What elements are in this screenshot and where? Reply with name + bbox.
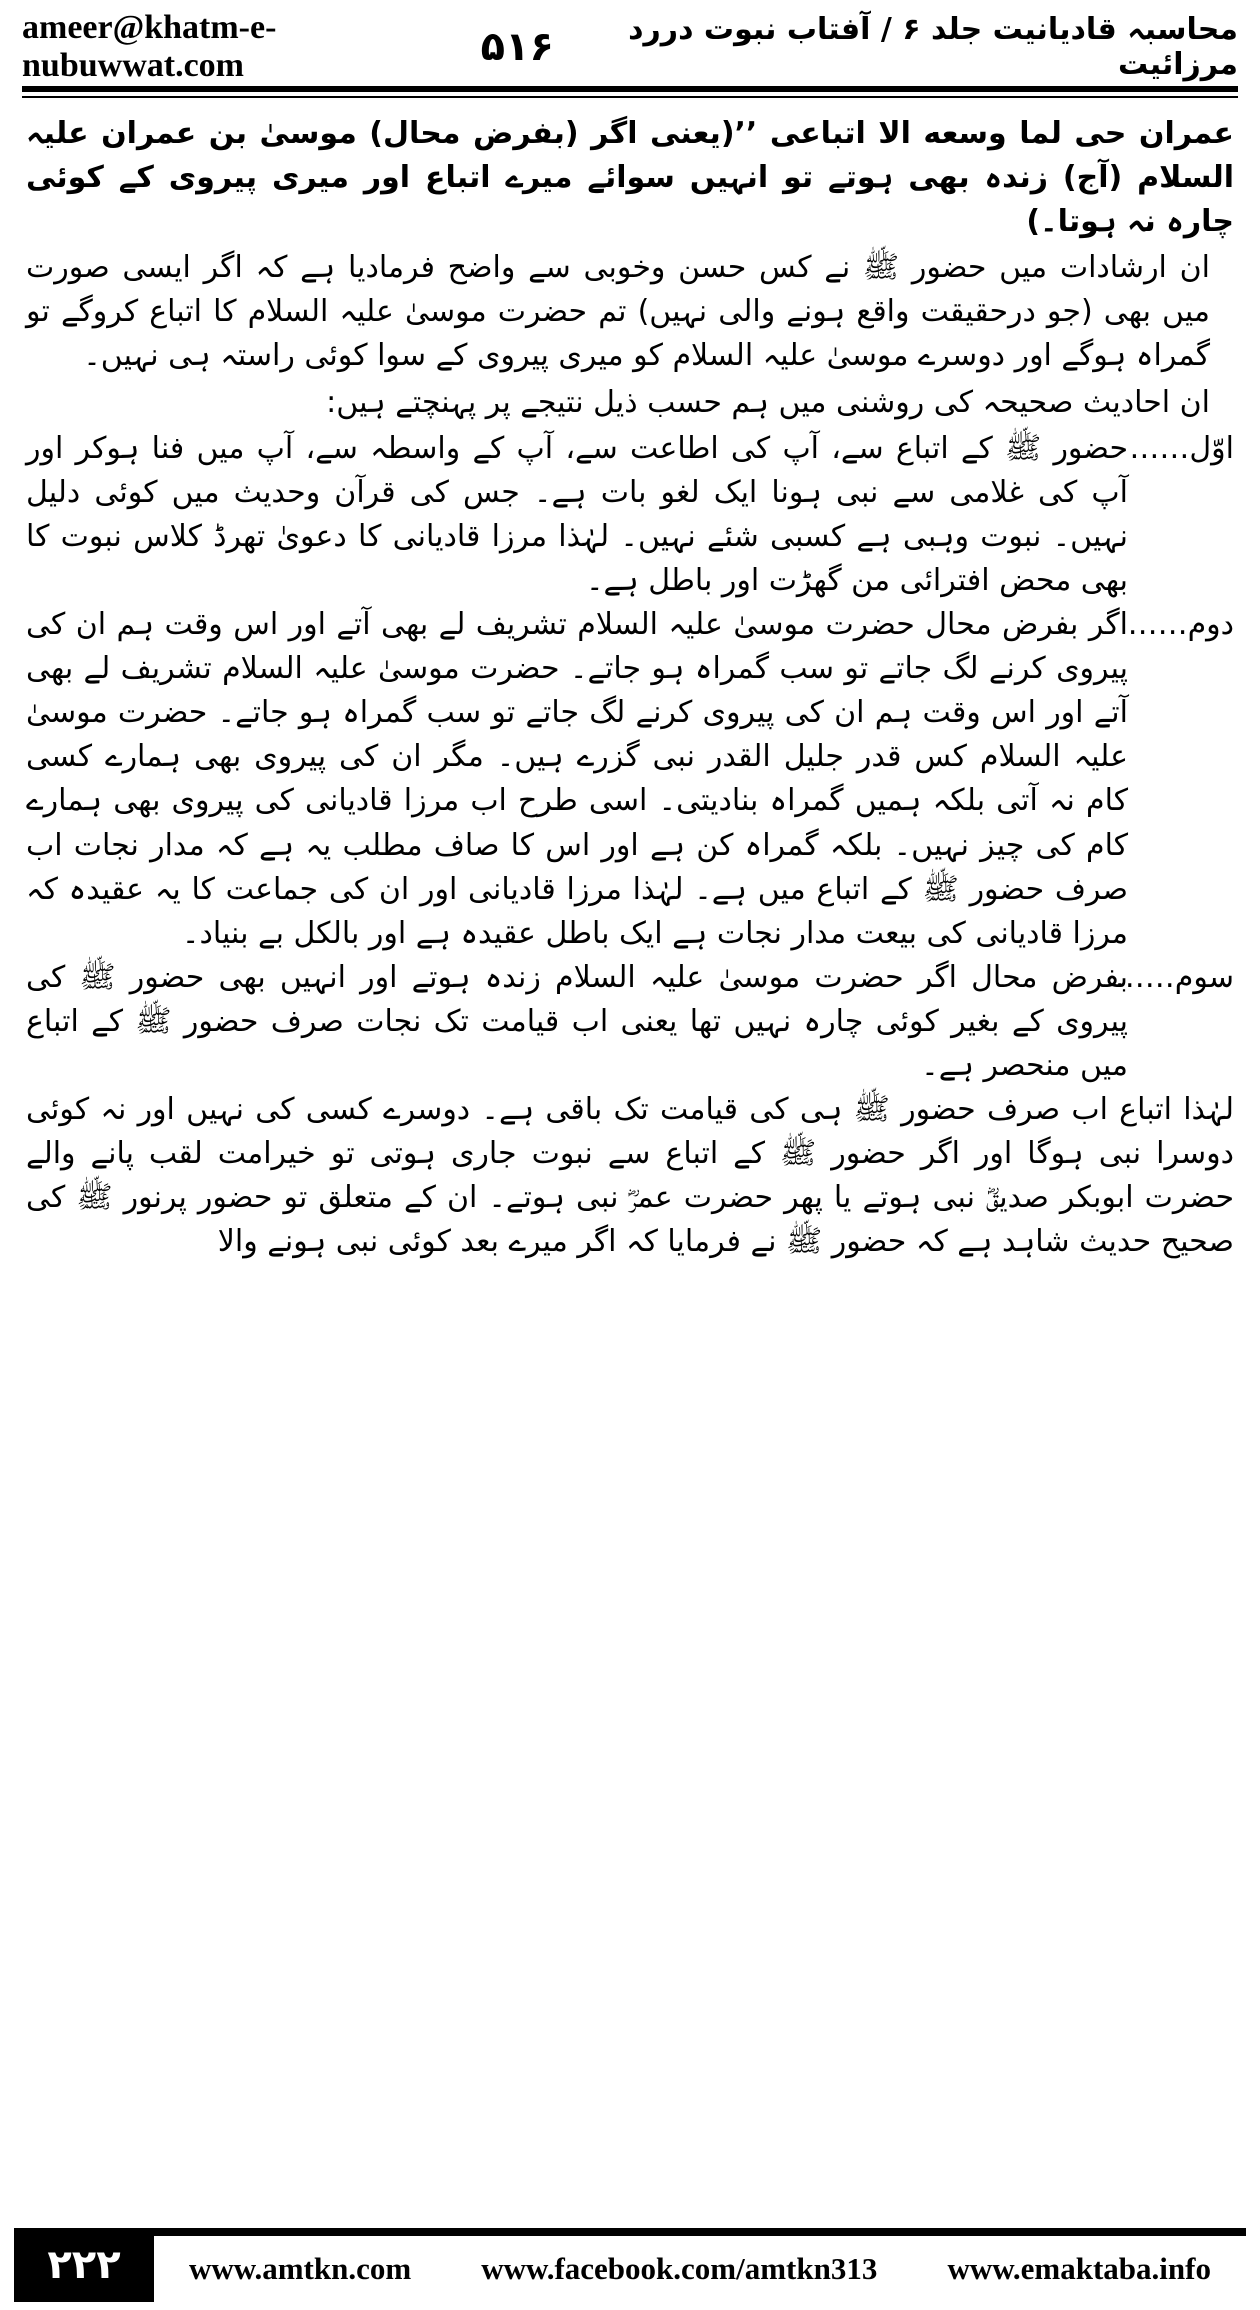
footer-bar	[154, 2228, 1246, 2302]
footer-link-facebook[interactable]: www.facebook.com/amtkn313	[481, 2251, 878, 2286]
footer-link-emaktaba[interactable]: www.emaktaba.info	[947, 2251, 1211, 2286]
header-rule-thick	[22, 86, 1238, 92]
list-item-second	[26, 603, 1234, 956]
paragraph-commentary: ان ارشادات میں حضور ﷺ نے کس حسن وخوبی سے واضح فرمادیا ہے کہ اگر ایسی صورت میں بھی (جو درحقیقت واقع ہونے والی نہیں) تم حضرت موسیٰ علیہ السلام کا اتباع کروگے تو گمراہ ہوگے اور دوسرے موسیٰ علیہ السلام کو میری پیروی کے سوا کوئی راستہ ہی نہیں۔	[26, 250, 1210, 374]
item-text-second: اگر بفرض محال حضرت موسیٰ علیہ السلام تشریف لے بھی آتے اور اس وقت ہم ان کی پیروی کرنے لگ جاتے تو سب گمراہ ہو جاتے۔ حضرت موسیٰ علیہ السلام تشریف لے بھی آتے اور اس وقت ہم ان کی پیروی کرنے لگ جاتے تو سب گمراہ ہو جاتے۔ حضرت موسیٰ علیہ السلام کس قدر جلیل القدر نبی گزرے ہیں۔ مگر ان کی پیروی بھی ہمارے کسی کام نہ آتی بلکہ ہمیں گمراہ بنادیتی۔ اسی طرح اب مرزا قادیانی کی پیروی بھی ہمارے کام کی چیز نہیں۔ بلکہ گمراہ کن ہے اور اس کا صاف مطلب یہ ہے کہ مدار نجات اب صرف حضور ﷺ کے اتباع میں ہے۔ لہٰذا مرزا قادیانی اور ان کی جماعت کا یہ عقیدہ کہ مرزا قادیانی کی بیعت مدار نجات ہے ایک باطل عقیدہ ہے اور بالکل بے بنیاد۔	[26, 607, 1128, 951]
header-rule-thin	[22, 96, 1238, 98]
header-left	[22, 9, 554, 85]
item-label-second: دوم……	[1127, 607, 1234, 643]
list-item-first	[26, 427, 1234, 603]
page-footer	[14, 2228, 1246, 2302]
header-running-title: محاسبہ قادیانیت جلد ۶ / آفتاب نبوت دررد مرزائیت	[628, 12, 1238, 82]
footer-links	[154, 2236, 1246, 2302]
item-label-third: سوم……	[1114, 959, 1234, 995]
paragraph-final: لہٰذا اتباع اب صرف حضور ﷺ ہی کی قیامت تک باقی ہے۔ دوسرے کسی کی نہیں اور نہ کوئی دوسرا نبی ہوگا اور اگر حضور ﷺ کے اتباع سے نبوت جاری ہوتی تو خیرامت لقب پانے والے حضرت ابوبکر صدیقؓ نبی ہوتے یا پھر حضرت عمرؓ نبی ہوتے۔ ان کے متعلق تو حضور پرنور ﷺ کی صحیح حدیث شاہد ہے کہ حضور ﷺ نے فرمایا کہ اگر میرے بعد کوئی نبی ہونے والا	[26, 1092, 1234, 1260]
item-text-third: بفرض محال اگر حضرت موسیٰ علیہ السلام زندہ ہوتے اور انہیں بھی حضور ﷺ کی پیروی کے بغیر کوئی چارہ نہیں تھا یعنی اب قیامت تک نجات صرف حضور ﷺ کے اتباع میں منحصر ہے۔	[26, 959, 1128, 1083]
footer-rule	[154, 2228, 1246, 2236]
page-body	[26, 112, 1234, 1266]
header-page-number: ۵۱۶	[480, 24, 554, 70]
paragraph-conclusions-intro: ان احادیث صحیحہ کی روشنی میں ہم حسب ذیل نتیجے پر پہنچتے ہیں:	[326, 384, 1210, 420]
item-text-first: حضور ﷺ کے اتباع سے، آپ کی اطاعت سے، آپ کے واسطہ سے، آپ میں فنا ہوکر اور آپ کی غلامی سے نبی ہونا ایک لغو بات ہے۔ جس کی قرآن وحدیث میں کوئی دلیل نہیں۔ نبوت وہبی ہے کسبی شئے نہیں۔ لہٰذا مرزا قادیانی کا دعویٰ تھرڈ کلاس نبوت کا بھی محض افترائی من گھڑت اور باطل ہے۔	[26, 430, 1128, 598]
footer-link-amtkn[interactable]: www.amtkn.com	[189, 2251, 412, 2286]
page-header	[22, 9, 1238, 84]
paragraph-hadith-translation: عمران حی لما وسعه الا اتباعی ’’(یعنی اگر (بفرض محال) موسیٰ بن عمران علیہ السلام (آج) زندہ بھی ہوتے تو انہیں سوائے میرے اتباع اور میری پیروی کے کوئی چارہ نہ ہوتا۔)	[26, 116, 1234, 240]
footer-page-number: ۲۲۲	[14, 2228, 154, 2302]
list-item-third	[26, 956, 1234, 1088]
item-label-first: اوّل……	[1129, 430, 1234, 466]
header-email[interactable]: ameer@khatm-e-nubuwwat.com	[22, 9, 277, 84]
